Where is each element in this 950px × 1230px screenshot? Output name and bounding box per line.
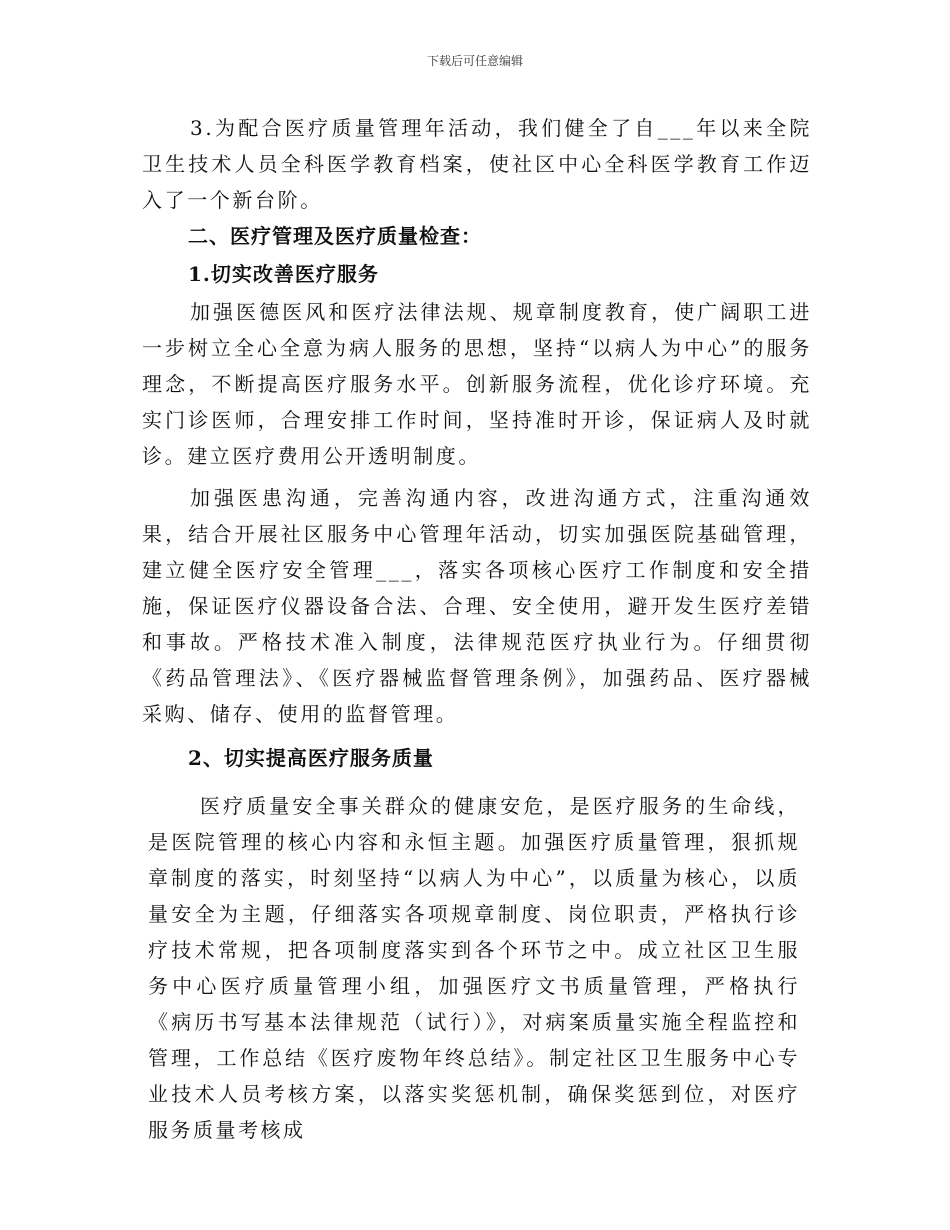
- paragraph-quality-safety: 医疗质量安全事关群众的健康安危，是医疗服务的生命线，是医院管理的核心内容和永恒主题。加强医疗质量管理，狠抓规章制度的落实，时刻坚持“以病人为中心”，以质量为核心，以质量安全为主题，仔细落实各项规章制度、岗位职责，严格执行诊疗技术常规，把各项制度落实到各个环节之中。成立社区卫生服务中心医疗质量管理小组，加强医疗文书质量管理，严格执行《病历书写基本法律规范（试行）》，对病案质量实施全程监控和管理，工作总结《医疗废物年终总结》。制定社区卫生服务中心专业技术人员考核方案，以落实奖惩机制，确保奖惩到位，对医疗服务质量考核成: [148, 794, 800, 1142]
- subheading-improve-service: 1.切实改善医疗服务: [188, 262, 379, 286]
- page-header: 下载后可任意编辑: [426, 54, 523, 68]
- subheading-improve-quality: 2、切实提高医疗服务质量: [188, 746, 434, 770]
- section-heading-medical-management: 二、医疗管理及医疗质量检查：: [188, 224, 482, 248]
- paragraph-ethics-education: 加强医德医风和医疗法律法规、规章制度教育，使广阔职工进一步树立全心全意为病人服务的思想，坚持“以病人为中心”的服务理念，不断提高医疗服务水平。创新服务流程，优化诊疗环境。充实门诊医师，合理安排工作时间，坚持准时开诊，保证病人及时就诊。建立医疗费用公开透明制度。: [142, 300, 812, 468]
- paragraph-communication: 加强医患沟通，完善沟通内容，改进沟通方式，注重沟通效果，结合开展社区服务中心管理年活动，切实加强医院基础管理，建立健全医疗安全管理___，落实各项核心医疗工作制度和安全措施，保证医疗仪器设备合法、合理、安全使用，避开发生医疗差错和事故。严格技术准入制度，法律规范医疗执业行为。仔细贯彻《药品管理法》、《医疗器械监督管理条例》，加强药品、医疗器械采购、储存、使用的监督管理。: [142, 486, 812, 726]
- paragraph-archive: 3.为配合医疗质量管理年活动，我们健全了自___年以来全院卫生技术人员全科医学教育档案，使社区中心全科医学教育工作迈入了一个新台阶。: [142, 116, 812, 212]
